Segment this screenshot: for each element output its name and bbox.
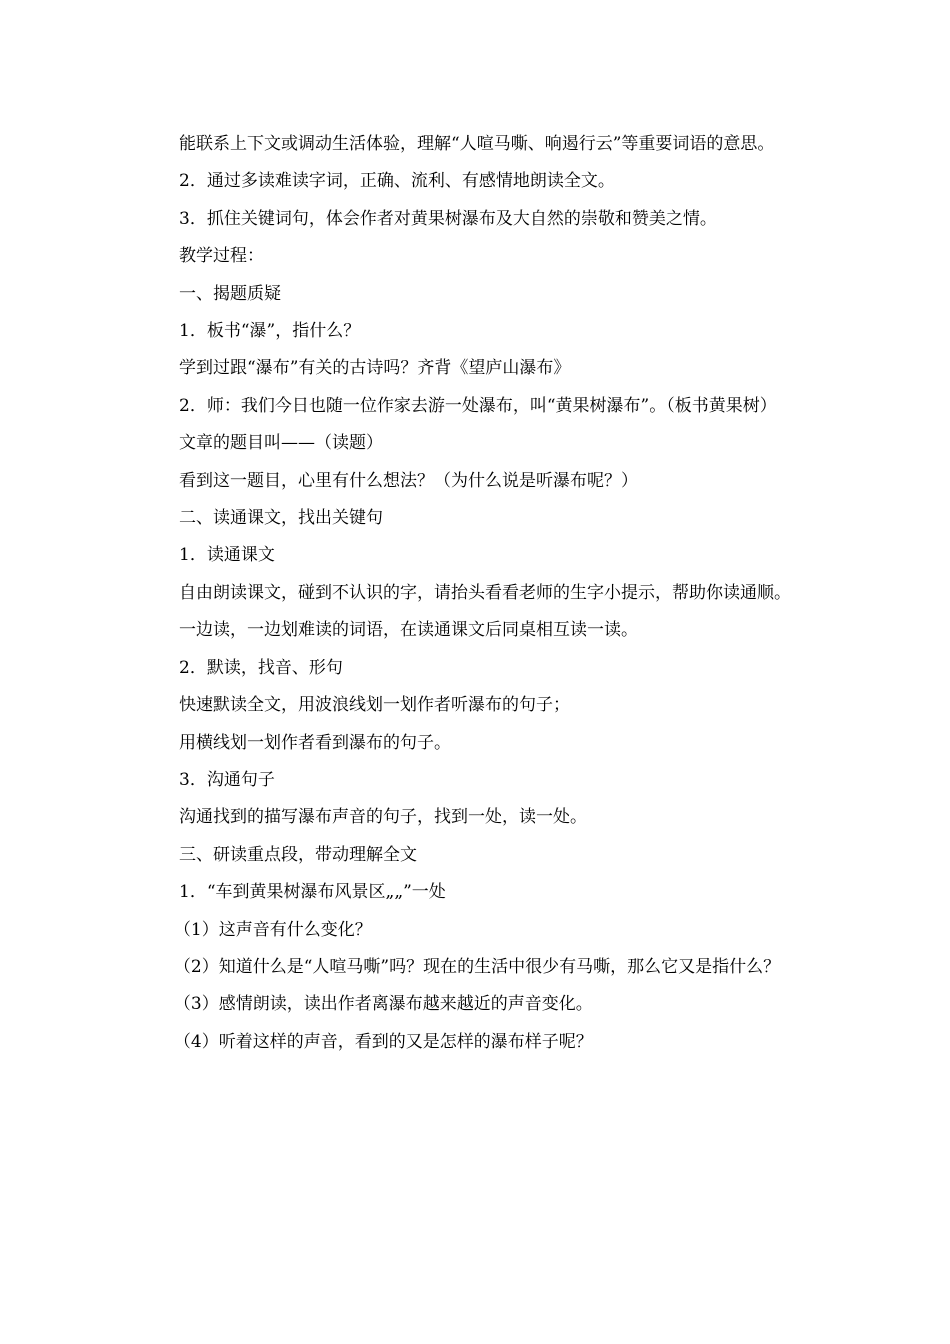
paragraph-step-2-3: 3．沟通句子 [179,769,275,790]
paragraph-step-2-2-line: 用横线划一划作者看到瀑布的句子。 [179,732,451,753]
paragraph-step-2-1-pair: 一边读，一边划难读的词语，在读通课文后同桌相互读一读。 [179,620,638,641]
paragraph-question-1: （1）这声音有什么变化？ [173,919,372,940]
paragraph-step-1-2-question: 看到这一题目，心里有什么想法？（为什么说是听瀑布呢？） [179,470,638,491]
paragraph-step-2-3-detail: 沟通找到的描写瀑布声音的句子，找到一处，读一处。 [179,807,587,828]
paragraph-step-1-2: 2．师：我们今日也随一位作家去游一处瀑布，叫“黄果树瀑布”。（板书黄果树） [179,395,777,416]
paragraph-step-3-1: 1．“车到黄果树瀑布风景区„„”一处 [179,882,446,903]
paragraph-step-2-1-detail: 自由朗读课文，碰到不认识的字，请抬头看看老师的生字小提示，帮助你读通顺。 [179,582,791,603]
paragraph-objective-3: 3．抓住关键词句，体会作者对黄果树瀑布及大自然的崇敬和赞美之情。 [179,208,717,229]
paragraph-step-1-2-title: 文章的题目叫——（读题） [179,433,383,454]
heading-section-1: 一、揭题质疑 [179,283,281,304]
paragraph-step-2-2-wavy: 快速默读全文，用波浪线划一划作者听瀑布的句子； [179,695,570,716]
paragraph-step-1-1: 1．板书“瀑”，指什么？ [179,321,361,342]
paragraph-question-3: （3）感情朗读，读出作者离瀑布越来越近的声音变化。 [173,994,593,1015]
paragraph-objective-2: 2．通过多读难读字词，正确、流利、有感情地朗读全文。 [179,171,615,192]
paragraph-step-1-1-note: 学到过跟“瀑布”有关的古诗吗？齐背《望庐山瀑布》 [179,358,571,379]
paragraph-step-2-2: 2．默读，找音、形句 [179,657,343,678]
paragraph-question-2: （2）知道什么是“人喧马嘶”吗？现在的生活中很少有马嘶，那么它又是指什么？ [173,956,781,977]
heading-section-2: 二、读通课文，找出关键句 [179,508,383,529]
document-body [145,126,810,1061]
paragraph-objective-1-cont: 能联系上下文或调动生活体验，理解“人喧马嘶、响遏行云”等重要词语的意思。 [179,134,775,154]
paragraph-step-2-1: 1．读通课文 [179,545,275,566]
paragraph-question-4: （4）听着这样的声音，看到的又是怎样的瀑布样子呢？ [173,1031,593,1052]
heading-section-3: 三、研读重点段，带动理解全文 [179,844,417,865]
heading-teaching-process: 教学过程： [179,246,264,267]
